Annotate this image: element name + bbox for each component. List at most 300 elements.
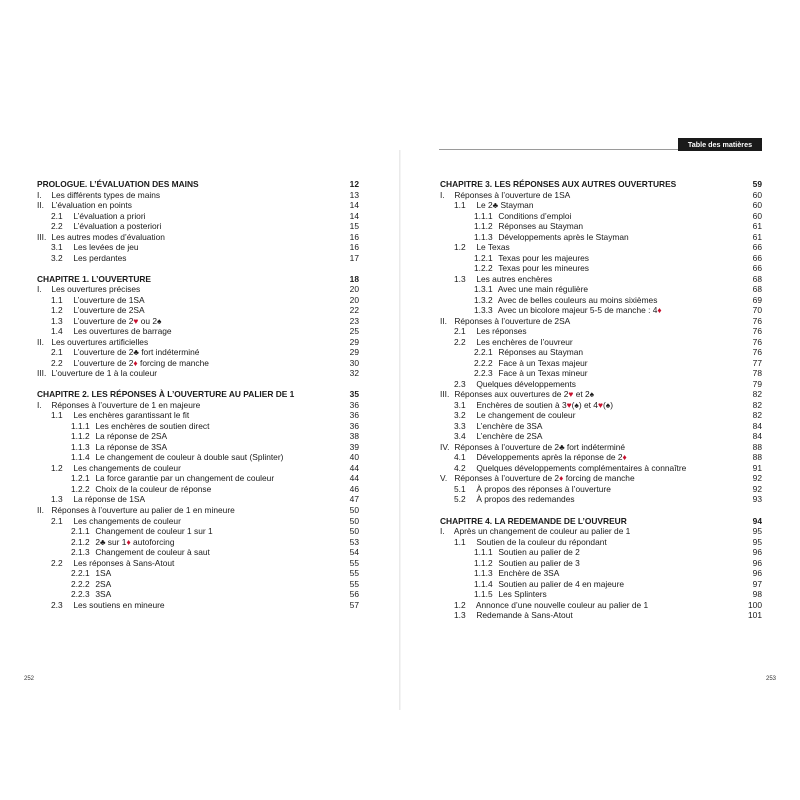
toc-entry <box>37 579 359 590</box>
toc-entry-page: 57 <box>349 599 359 610</box>
toc-entry <box>440 600 762 611</box>
toc-entry-label <box>37 284 335 295</box>
toc-entry-label <box>37 337 335 348</box>
toc-entry-number: 3.1 <box>454 399 466 410</box>
toc-entry-page: 77 <box>752 357 762 368</box>
toc-entry-title: Après un changement de couleur au palier de 1 <box>453 526 631 537</box>
toc-entry-title: Face à un Texas mineur <box>498 368 588 379</box>
toc-entry-number: II. <box>440 315 447 326</box>
heart-suit-icon: ♥ <box>133 315 139 326</box>
toc-entry-page: 60 <box>752 189 762 200</box>
toc-entry-title: Enchères de soutien à 3♥(♠) et 4♥(♠) <box>476 399 613 410</box>
toc-entry-number: 2.1.1 <box>71 526 90 537</box>
toc-entry-title: La réponse de 3SA <box>95 441 168 452</box>
toc-entry-label <box>37 347 335 358</box>
toc-entry-number: 1.2.1 <box>71 473 90 484</box>
toc-entry-page: 17 <box>349 252 359 263</box>
toc-entry <box>440 274 762 285</box>
toc-entry-number: I. <box>37 284 42 295</box>
toc-entry-label <box>440 484 738 495</box>
toc-entry-page: 82 <box>752 410 762 421</box>
toc-entry-title: Les ouvertures de barrage <box>73 326 172 337</box>
toc-entry-number: 1.1.3 <box>474 231 493 242</box>
toc-entry-label <box>37 242 335 253</box>
toc-entry-number: 2.2.1 <box>71 568 90 579</box>
toc-entry-label <box>440 337 738 348</box>
toc-entry-page: 68 <box>752 284 762 295</box>
toc-entry-title: Réponses au Stayman <box>498 221 584 232</box>
toc-entry-page: 91 <box>752 462 762 473</box>
toc-entry-number: 1.1.4 <box>474 578 493 589</box>
toc-entry <box>440 400 762 411</box>
toc-entry-number: 1.2.2 <box>71 483 90 494</box>
toc-entry <box>440 221 762 232</box>
toc-entry-title: L’ouverture de 2♥ ou 2♠ <box>73 315 162 326</box>
toc-entry-number: 2.2 <box>454 336 466 347</box>
toc-entry-number: 1.2.1 <box>474 252 493 263</box>
toc-entry-label <box>37 600 335 611</box>
toc-entry-title: Les perdantes <box>73 252 127 263</box>
toc-entry-page: 84 <box>752 420 762 431</box>
toc-entry-page: 59 <box>752 179 762 189</box>
toc-entry-page: 76 <box>752 336 762 347</box>
toc-entry-label <box>440 263 738 274</box>
toc-entry-number: III. <box>37 368 47 379</box>
toc-entry <box>37 221 359 232</box>
toc-entry <box>440 579 762 590</box>
toc-entry-page: 50 <box>349 515 359 526</box>
diamond-suit-icon: ♦ <box>126 536 131 547</box>
diamond-suit-icon: ♦ <box>657 305 662 316</box>
toc-entry <box>440 610 762 621</box>
toc-entry-title: Le changement de couleur <box>476 410 576 421</box>
toc-entry <box>440 368 762 379</box>
toc-entry-number: 1.1 <box>454 200 466 211</box>
heart-suit-icon: ♥ <box>568 389 574 400</box>
toc-entry-number: 2.3 <box>51 599 63 610</box>
toc-entry-label <box>440 547 738 558</box>
toc-left-column <box>37 179 359 610</box>
toc-entry-number: 2.2 <box>51 557 63 568</box>
toc-entry-page: 36 <box>349 410 359 421</box>
toc-entry <box>440 316 762 327</box>
toc-entry <box>37 473 359 484</box>
toc-entry-label <box>37 516 335 527</box>
toc-entry-number: 3.3 <box>454 420 466 431</box>
toc-entry <box>37 295 359 306</box>
toc-entry <box>440 284 762 295</box>
toc-entry-label <box>37 505 335 516</box>
toc-entry-label <box>440 295 738 306</box>
toc-entry-label <box>440 368 738 379</box>
toc-entry-title: L’ouverture de 2♦ forcing de manche <box>73 357 209 368</box>
toc-entry <box>37 452 359 463</box>
toc-entry-label <box>440 400 738 411</box>
toc-entry-title: 2♣ sur 1♦ autoforcing <box>95 536 175 547</box>
toc-entry-label <box>37 558 335 569</box>
toc-entry-title: Conditions d’emploi <box>498 210 572 221</box>
toc-entry-label <box>440 452 738 463</box>
toc-entry-label <box>37 368 335 379</box>
toc-entry-page: 96 <box>752 557 762 568</box>
toc-entry-label <box>440 221 738 232</box>
toc-chapter-entry <box>37 274 359 285</box>
toc-entry <box>440 326 762 337</box>
toc-entry-page: 95 <box>752 526 762 537</box>
toc-entry-label <box>37 526 335 537</box>
toc-entry <box>37 589 359 600</box>
toc-entry-label <box>440 179 738 190</box>
toc-entry <box>37 463 359 474</box>
toc-entry-label <box>37 400 335 411</box>
toc-entry-title: L’évaluation en points <box>51 200 132 211</box>
toc-entry-number: 3.4 <box>454 431 466 442</box>
toc-entry <box>37 253 359 264</box>
toc-entry-title: Les ouvertures précises <box>51 284 141 295</box>
toc-entry-label <box>440 442 738 453</box>
toc-entry-title: PROLOGUE. L’ÉVALUATION DES MAINS <box>37 179 199 189</box>
toc-entry-page: 40 <box>349 452 359 463</box>
heart-suit-icon: ♥ <box>597 399 603 410</box>
toc-entry-title: Soutien au palier de 3 <box>498 557 580 568</box>
toc-entry-title: L’évaluation a posteriori <box>73 221 162 232</box>
toc-entry-page: 66 <box>752 252 762 263</box>
toc-entry-number: 1.4 <box>51 326 63 337</box>
toc-entry <box>37 568 359 579</box>
diamond-suit-icon: ♦ <box>559 473 564 484</box>
toc-entry-page: 55 <box>349 578 359 589</box>
toc-entry-title: CHAPITRE 4. LA REDEMANDE DE L’OUVREUR <box>440 515 627 526</box>
toc-entry-label <box>37 179 335 190</box>
toc-entry-page: 61 <box>752 231 762 242</box>
toc-entry-page: 53 <box>349 536 359 547</box>
toc-entry <box>37 421 359 432</box>
toc-entry-page: 92 <box>752 483 762 494</box>
toc-entry-label <box>37 410 335 421</box>
toc-entry-title: Les levées de jeu <box>73 242 139 253</box>
toc-entry <box>440 263 762 274</box>
toc-entry <box>37 431 359 442</box>
toc-entry-label <box>440 326 738 337</box>
toc-entry-page: 60 <box>752 210 762 221</box>
toc-entry-number: 2.1.3 <box>71 547 90 558</box>
toc-entry-number: 2.1.2 <box>71 536 90 547</box>
toc-entry-number: 2.2.1 <box>474 347 493 358</box>
toc-entry <box>440 452 762 463</box>
toc-entry <box>37 358 359 369</box>
toc-entry-page: 55 <box>349 557 359 568</box>
toc-entry-title: Choix de la couleur de réponse <box>95 483 212 494</box>
toc-entry-number: 2.2.2 <box>71 578 90 589</box>
toc-entry <box>440 200 762 211</box>
toc-entry-label <box>440 347 738 358</box>
toc-entry-title: Réponses au Stayman <box>498 347 584 358</box>
toc-entry-number: 1.3 <box>454 273 466 284</box>
toc-entry-page: 25 <box>349 326 359 337</box>
toc-entry-title: Réponses à l’ouverture de 1SA <box>454 189 571 200</box>
toc-entry <box>440 232 762 243</box>
toc-entry-title: Les changements de couleur <box>73 515 181 526</box>
toc-entry-number: II. <box>37 336 44 347</box>
toc-entry <box>440 547 762 558</box>
toc-entry-page: 32 <box>349 368 359 379</box>
toc-entry-page: 88 <box>752 452 762 463</box>
toc-entry <box>37 316 359 327</box>
toc-entry <box>440 295 762 306</box>
toc-entry <box>440 389 762 400</box>
toc-entry-label <box>37 452 335 463</box>
toc-entry-number: 1.1.3 <box>474 568 493 579</box>
toc-entry-page: 68 <box>752 273 762 284</box>
diamond-suit-icon: ♦ <box>133 357 138 368</box>
toc-entry-title: Les soutiens en mineure <box>73 599 165 610</box>
toc-entry-label <box>37 316 335 327</box>
toc-entry-page: 22 <box>349 305 359 316</box>
toc-entry-page: 29 <box>349 336 359 347</box>
toc-entry <box>440 589 762 600</box>
toc-chapter-entry <box>37 389 359 400</box>
toc-entry-page: 44 <box>349 462 359 473</box>
toc-entry-number: 5.2 <box>454 494 466 505</box>
toc-entry-title: Quelques développements <box>476 378 576 389</box>
toc-entry-label <box>37 547 335 558</box>
toc-entry-title: Les autres modes d’évaluation <box>51 231 165 242</box>
toc-entry-label <box>440 526 738 537</box>
toc-entry-label <box>440 410 738 421</box>
toc-entry-label <box>37 494 335 505</box>
toc-entry-label <box>440 421 738 432</box>
toc-entry-label <box>37 589 335 600</box>
toc-entry <box>440 442 762 453</box>
toc-entry-title: 1SA <box>95 568 112 579</box>
toc-entry-title: Annonce d’une nouvelle couleur au palier de 1 <box>475 599 649 610</box>
toc-entry-page: 96 <box>752 568 762 579</box>
toc-entry-label <box>37 200 335 211</box>
toc-entry-label <box>440 494 738 505</box>
toc-entry-title: CHAPITRE 2. LES RÉPONSES À L’OUVERTURE AU PALIER DE 1 <box>37 389 295 400</box>
toc-entry <box>37 400 359 411</box>
toc-entry-title: Avec une main régulière <box>497 284 589 295</box>
toc-entry-title: Le changement de couleur à double saut (Splinter) <box>95 452 284 463</box>
toc-entry-label <box>440 473 738 484</box>
toc-entry-page: 38 <box>349 431 359 442</box>
toc-entry-label <box>440 284 738 295</box>
toc-entry <box>37 190 359 201</box>
toc-chapter-entry <box>440 179 762 190</box>
toc-entry-page: 100 <box>748 599 762 610</box>
toc-entry-label <box>37 389 335 400</box>
toc-entry-page: 56 <box>349 589 359 600</box>
toc-entry <box>37 558 359 569</box>
toc-entry <box>440 242 762 253</box>
toc-entry <box>37 211 359 222</box>
toc-entry-title: L’ouverture de 1 à la couleur <box>51 368 158 379</box>
toc-entry-title: La réponse de 2SA <box>95 431 168 442</box>
toc-entry-label <box>37 190 335 201</box>
toc-entry-title: 2SA <box>95 578 112 589</box>
toc-entry-title: Avec un bicolore majeur 5-5 de manche : 4♦ <box>497 305 662 316</box>
toc-entry-number: 1.1.1 <box>474 547 493 558</box>
toc-entry-title: Texas pour les majeures <box>498 252 589 263</box>
toc-entry-title: Les changements de couleur <box>73 462 181 473</box>
toc-entry-title: Réponses à l’ouverture de 2♦ forcing de manche <box>454 473 635 484</box>
toc-entry-title: L’ouverture de 1SA <box>73 294 145 305</box>
toc-entry-page: 78 <box>752 368 762 379</box>
toc-entry-page: 47 <box>349 494 359 505</box>
toc-entry-page: 15 <box>349 221 359 232</box>
toc-entry <box>37 200 359 211</box>
toc-entry <box>440 484 762 495</box>
toc-entry-number: 1.1.2 <box>474 557 493 568</box>
heart-suit-icon: ♥ <box>566 399 572 410</box>
toc-entry-page: 79 <box>752 378 762 389</box>
toc-entry-title: Développements après la réponse de 2♦ <box>476 452 627 463</box>
toc-entry-title: L’ouverture de 2SA <box>73 305 145 316</box>
toc-entry-title: Changement de couleur à saut <box>95 547 210 558</box>
toc-entry-page: 66 <box>752 263 762 274</box>
toc-entry-number: II. <box>37 504 44 515</box>
toc-entry-label <box>440 316 738 327</box>
toc-entry-label <box>440 568 738 579</box>
toc-entry-number: V. <box>440 473 448 484</box>
toc-entry-page: 95 <box>752 536 762 547</box>
toc-entry-label <box>37 305 335 316</box>
toc-entry-title: Les enchères de l’ouvreur <box>476 336 573 347</box>
toc-entry-title: Soutien au palier de 2 <box>498 547 580 558</box>
toc-entry-number: 4.2 <box>454 462 466 473</box>
toc-entry-number: 1.2 <box>51 305 63 316</box>
toc-entry-title: Le Texas <box>476 242 510 253</box>
toc-entry-number: 1.2.2 <box>474 263 493 274</box>
toc-entry-title: L’ouverture de 2♣ fort indéterminé <box>73 347 200 358</box>
toc-entry-page: 14 <box>349 210 359 221</box>
toc-entry-number: 2.3 <box>454 378 466 389</box>
toc-entry <box>37 410 359 421</box>
toc-entry-page: 36 <box>349 399 359 410</box>
toc-entry <box>440 379 762 390</box>
toc-entry-number: 1.3 <box>51 315 63 326</box>
toc-entry <box>37 305 359 316</box>
toc-entry-label <box>37 326 335 337</box>
toc-entry-page: 60 <box>752 200 762 211</box>
toc-entry-number: 5.1 <box>454 483 466 494</box>
toc-entry-label <box>440 242 738 253</box>
toc-entry-number: 1.1 <box>51 410 63 421</box>
toc-entry <box>37 347 359 358</box>
toc-entry-label <box>440 600 738 611</box>
toc-entry-page: 101 <box>748 610 762 621</box>
toc-entry-number: 1.1 <box>51 294 63 305</box>
toc-entry-title: L’enchère de 2SA <box>476 431 543 442</box>
toc-entry <box>37 242 359 253</box>
toc-entry-title: 3SA <box>95 589 112 600</box>
toc-entry-page: 76 <box>752 315 762 326</box>
toc-entry <box>37 442 359 453</box>
toc-entry-number: 1.1 <box>454 536 466 547</box>
toc-entry <box>440 190 762 201</box>
toc-entry <box>440 526 762 537</box>
toc-entry-page: 98 <box>752 589 762 600</box>
toc-entry-label <box>440 305 738 316</box>
toc-entry-label <box>37 274 335 285</box>
toc-entry <box>37 494 359 505</box>
section-header-tab: Table des matières <box>678 138 762 151</box>
toc-entry-number: 1.3.1 <box>474 284 493 295</box>
toc-entry <box>37 232 359 243</box>
toc-entry-number: 1.3.2 <box>474 294 493 305</box>
toc-entry-title: Enchère de 3SA <box>498 568 560 579</box>
toc-entry <box>440 337 762 348</box>
toc-entry-title: Réponses à l’ouverture de 2♣ fort indéterminé <box>454 441 626 452</box>
toc-entry-label <box>37 232 335 243</box>
toc-entry-page: 20 <box>349 284 359 295</box>
toc-entry-label <box>440 389 738 400</box>
toc-chapter-entry <box>440 516 762 527</box>
toc-chapter-entry <box>37 179 359 190</box>
toc-right-column <box>440 179 762 621</box>
toc-entry-title: Quelques développements complémentaires à connaître <box>476 462 687 473</box>
toc-entry-number: 3.1 <box>51 242 63 253</box>
toc-entry-title: Les réponses à Sans-Atout <box>73 557 175 568</box>
toc-entry-number: 2.1 <box>51 347 63 358</box>
toc-entry-label <box>440 589 738 600</box>
toc-entry-label <box>440 579 738 590</box>
toc-entry-page: 12 <box>349 179 359 189</box>
toc-entry <box>37 337 359 348</box>
toc-entry-label <box>440 558 738 569</box>
toc-entry-label <box>37 484 335 495</box>
toc-entry-label <box>440 274 738 285</box>
toc-entry-number: III. <box>440 389 450 400</box>
toc-entry-page: 97 <box>752 578 762 589</box>
toc-entry-page: 36 <box>349 420 359 431</box>
toc-entry <box>440 358 762 369</box>
toc-entry <box>440 211 762 222</box>
toc-entry-title: Les ouvertures artificielles <box>51 336 149 347</box>
toc-entry-page: 96 <box>752 547 762 558</box>
toc-entry-title: Changement de couleur 1 sur 1 <box>95 526 213 537</box>
toc-entry <box>440 463 762 474</box>
toc-entry-title: Les autres enchères <box>476 273 553 284</box>
toc-entry-number: 2.2 <box>51 221 63 232</box>
toc-entry-label <box>37 431 335 442</box>
toc-entry-number: 1.1.1 <box>71 420 90 431</box>
toc-entry-number: 1.1.5 <box>474 589 493 600</box>
toc-entry-page: 14 <box>349 200 359 211</box>
toc-entry-page: 35 <box>349 389 359 400</box>
toc-entry-page: 82 <box>752 399 762 410</box>
toc-entry-page: 92 <box>752 473 762 484</box>
toc-entry-label <box>440 211 738 222</box>
toc-entry-number: 1.3.3 <box>474 305 493 316</box>
toc-entry-title: À propos des réponses à l’ouverture <box>476 483 611 494</box>
toc-entry-page: 44 <box>349 473 359 484</box>
toc-entry-label <box>440 358 738 369</box>
toc-entry-page: 82 <box>752 389 762 400</box>
toc-entry-page: 16 <box>349 231 359 242</box>
toc-entry <box>440 568 762 579</box>
toc-entry-title: CHAPITRE 3. LES RÉPONSES AUX AUTRES OUVERTURES <box>440 179 677 189</box>
toc-entry-number: II. <box>37 200 44 211</box>
toc-entry-page: 69 <box>752 294 762 305</box>
toc-entry-number: 1.2 <box>454 242 466 253</box>
toc-entry <box>37 547 359 558</box>
diamond-suit-icon: ♦ <box>622 452 627 463</box>
toc-entry-page: 29 <box>349 347 359 358</box>
toc-entry-title: Face à un Texas majeur <box>498 357 588 368</box>
toc-entry <box>440 305 762 316</box>
toc-entry-title: L’évaluation a priori <box>73 210 146 221</box>
